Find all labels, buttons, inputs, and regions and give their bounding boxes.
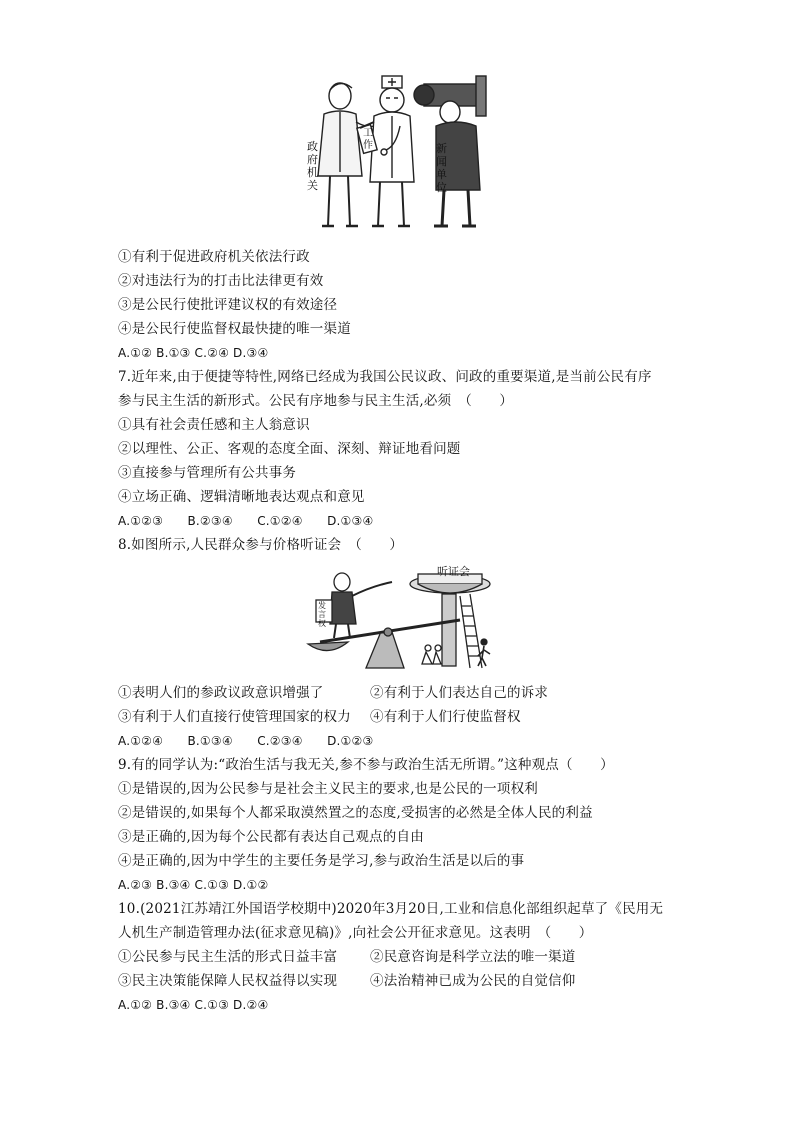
q6-option-2: ②对违法行为的打击比法律更有效 [118,273,324,289]
q9-option-3: ③是正确的,因为每个公民都有表达自己观点的自由 [118,829,424,845]
q8-option-4: ④有利于人们行使监督权 [370,709,521,725]
label-work: 工作 [363,128,373,151]
q8-option-2: ②有利于人们表达自己的诉求 [370,685,549,701]
q7-choices: A.①②③ B.②③④ C.①②④ D.①③④ [118,514,374,528]
q8-option-1: ①表明人们的参政议政意识增强了 [118,685,324,701]
q8-option-3: ③有利于人们直接行使管理国家的权力 [118,709,351,725]
hearing-sign-label: 听证会 [437,565,470,578]
q9-option-1: ①是错误的,因为公民参与是社会主义民主的要求,也是公民的一项权利 [118,781,538,797]
q6-option-1: ①有利于促进政府机关依法行政 [118,249,310,265]
cartoon-figure-supervision [300,74,510,234]
q6-option-4: ④是公民行使监督权最快捷的唯一渠道 [118,321,351,337]
q9-option-4: ④是正确的,因为中学生的主要任务是学习,参与政治生活是以后的事 [118,853,525,869]
q10-choices: A.①② B.③④ C.①③ D.②④ [118,998,269,1012]
q7-stem-line1: 7.近年来,由于便捷等特性,网络已经成为我国公民议政、问政的重要渠道,是当前公民有序 [118,369,652,385]
q9-stem: 9.有的同学认为:“政治生活与我无关,参不参与政治生活无所谓。”这种观点（ ） [118,757,614,773]
q10-option-1: ①公民参与民主生活的形式日益丰富 [118,949,338,965]
q10-option-3: ③民主决策能保障人民权益得以实现 [118,973,338,989]
q8-stem: 8.如图所示,人民群众参与价格听证会 （ ） [118,537,404,553]
q7-stem-line2: 参与民主生活的新形式。公民有序地参与民主生活,必须 （ ） [118,393,514,409]
speaking-right-book-label: 发言权 [318,601,326,628]
q6-choices: A.①② B.①③ C.②④ D.③④ [118,346,269,360]
government-official-figure [318,83,378,226]
q7-option-1: ①具有社会责任感和主人翁意识 [118,417,310,433]
q10-option-4: ④法治精神已成为公民的自觉信仰 [370,973,576,989]
cartoon-figure-price-hearing [300,560,505,675]
label-news-unit: 新闻单位 [436,142,447,194]
q9-choices: A.②③ B.③④ C.①③ D.①② [118,878,269,892]
q9-option-2: ②是错误的,如果每个人都采取漠然置之的态度,受损害的必然是全体人民的利益 [118,805,593,821]
q10-stem-line2: 人机生产制造管理办法(征求意见稿)》,向社会公开征求意见。这表明 （ ） [118,925,593,941]
q10-option-2: ②民意咨询是科学立法的唯一渠道 [370,949,576,965]
q7-option-2: ②以理性、公正、客观的态度全面、深刻、辩证地看问题 [118,441,461,457]
q7-option-3: ③直接参与管理所有公共事务 [118,465,297,481]
q8-choices: A.①②④ B.①③④ C.②③④ D.①②③ [118,734,374,748]
q10-stem-line1: 10.(2021江苏靖江外国语学校期中)2020年3月20日,工业和信息化部组织起草了《民用无 [118,901,664,917]
q6-option-3: ③是公民行使批评建议权的有效途径 [118,297,338,313]
news-cameraman-figure [414,76,486,226]
label-government: 政府机关 [307,140,318,192]
q7-option-4: ④立场正确、逻辑清晰地表达观点和意见 [118,489,365,505]
